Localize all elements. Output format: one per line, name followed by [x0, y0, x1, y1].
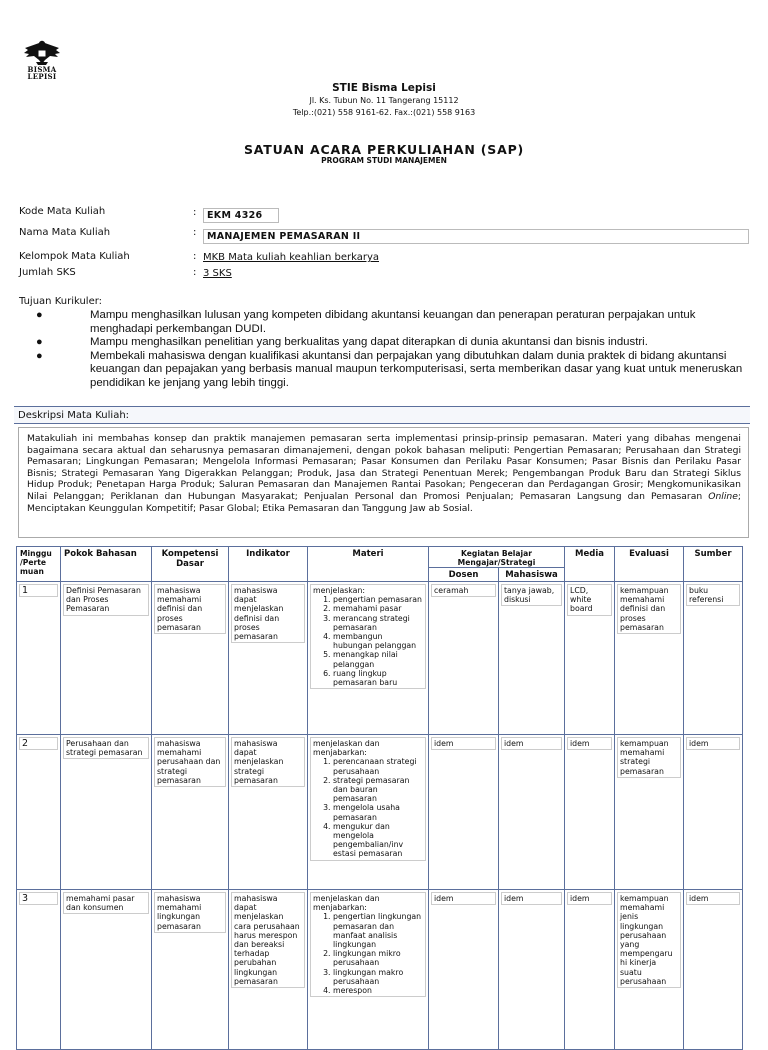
- header-sumber: Sumber: [684, 547, 743, 582]
- table-row: [17, 582, 743, 735]
- field-label-kelompok: Kelompok Mata Kuliah: [19, 251, 130, 262]
- list-item: 3. mengelola usaha pemasaran: [333, 803, 423, 821]
- list-item: 2. memahami pasar: [333, 604, 423, 613]
- field-colon: :: [193, 207, 197, 218]
- field-value-nama: MANAJEMEN PEMASARAN II: [203, 229, 749, 244]
- field-value-kode: EKM 4326: [203, 208, 279, 223]
- header-dosen: Dosen: [429, 568, 499, 582]
- table-row: [17, 735, 743, 890]
- field-label-kode: Kode Mata Kuliah: [19, 206, 106, 217]
- cell-minggu: 2: [19, 737, 58, 750]
- logo-text-line1: BISMA: [27, 65, 57, 74]
- document-subtitle: PROGRAM STUDI MANAJEMEN: [321, 156, 447, 165]
- cell-evaluasi: kemampuan memahami definisi dan proses pemasaran: [617, 584, 681, 634]
- bullet-icon: ●: [36, 349, 43, 362]
- institution-name: STIE Bisma Lepisi: [332, 82, 436, 94]
- header-pokok: Pokok Bahasan: [61, 547, 152, 582]
- materi-intro: menjelaskan dan menjabarkan:: [313, 739, 380, 758]
- garuda-emblem-icon: [22, 38, 62, 66]
- deskripsi-text-italic: Online: [708, 490, 738, 502]
- materi-list: [313, 595, 423, 687]
- tujuan-item-text: Mampu menghasilkan penelitian yang berkualitas yang dapat diterapkan di dunia akuntansi dan bisnis industri.: [90, 336, 648, 348]
- tujuan-label: Tujuan Kurikuler:: [19, 296, 103, 307]
- bullet-icon: ●: [36, 336, 43, 348]
- document-header: [0, 82, 768, 118]
- cell-minggu: 3: [19, 892, 58, 905]
- header-materi: Materi: [308, 547, 429, 582]
- header-indikator: Indikator: [229, 547, 308, 582]
- field-label-sks: Jumlah SKS: [19, 267, 76, 278]
- cell-evaluasi: kemampuan memahami strategi pemasaran: [617, 737, 681, 778]
- deskripsi-text: [27, 433, 741, 514]
- field-colon: :: [193, 227, 197, 238]
- cell-dosen: ceramah: [431, 584, 496, 597]
- list-item: 4. mengukur dan mengelola pengembalian/inv estasi pemasaran: [333, 822, 423, 859]
- cell-indikator: mahasiswa dapat menjelaskan cara perusahaan harus merespon dan bereaksi terhadap perubahan lingkungan pemasaran: [231, 892, 305, 988]
- cell-pokok: Perusahaan dan strategi pemasaran: [63, 737, 149, 759]
- field-label-nama: Nama Mata Kuliah: [19, 227, 111, 238]
- cell-sumber: buku referensi: [686, 584, 740, 606]
- logo-text-line2: LEPISI: [27, 72, 57, 81]
- cell-sumber: idem: [686, 892, 740, 905]
- institution-phone: Telp.:(021) 558 9161-62. Fax.:(021) 558 9163: [292, 108, 476, 117]
- header-evaluasi: Evaluasi: [615, 547, 684, 582]
- cell-indikator: mahasiswa dapat menjelaskan strategi pemasaran: [231, 737, 305, 787]
- cell-sumber: idem: [686, 737, 740, 750]
- deskripsi-heading: Deskripsi Mata Kuliah:: [14, 406, 750, 424]
- list-item: 4. merespon: [333, 986, 423, 995]
- field-colon: :: [193, 251, 197, 262]
- field-value-kelompok: MKB Mata kuliah keahlian berkarya: [203, 252, 379, 263]
- deskripsi-text-part: Matakuliah ini membahas konsep dan praktik manajemen pemasaran serta implementasi prinsip-prinsip pemasaran. Materi yang dibahas mengenai bagaimana secara aktual dan seharusnya pemasaran dimanajemeni, dengan pokok bahasan meliputi: Pengertian Pemasaran; Perusahaan dan Strategi Pemasaran; Lingkungan Pemasaran; Mengelola Informasi Pemasaran; Pasar Konsumen dan Perilaku Pasar Konsumen; Pasar Bisnis dan Perilaku Pasar Bisnis; Strategi Pemasaran Yang Digerakkan Pelanggan; Produk, Jasa dan Strategi Penentuan Merek; Pengembangan Produk Baru dan Strategi Siklus Hidup Produk; Penetapan Harga Produk; Saluran Pemasaran dan Manajemen Rantai Pasokan; Pengeceran dan Perdagangan Grosir; Mengkomunikasikan Nilai Pelanggan; Periklanan dan Hubungan Masyarakat; Penjualan Personal dan Promosi Penjualan; Pemasaran Langsung dan Pemasaran: [27, 433, 741, 502]
- cell-kompetensi: mahasiswa memahami definisi dan proses pemasaran: [154, 584, 226, 634]
- cell-media: idem: [567, 892, 612, 905]
- cell-mahasiswa: tanya jawab, diskusi: [501, 584, 562, 606]
- institution-address: Jl. Ks. Tubun No. 11 Tangerang 15112: [309, 96, 459, 105]
- institution-logo: [18, 38, 66, 80]
- cell-kompetensi: mahasiswa memahami lingkungan pemasaran: [154, 892, 226, 933]
- list-item: 3. lingkungan makro perusahaan: [333, 968, 423, 986]
- cell-dosen: idem: [431, 892, 496, 905]
- table-row: [17, 890, 743, 1050]
- header-kegiatan: Kegiatan Belajar Mengajar/Strategi: [429, 547, 565, 568]
- cell-pokok: Definisi Pemasaran dan Proses Pemasaran: [63, 584, 149, 616]
- list-item: 2. strategi pemasaran dan bauran pemasaran: [333, 776, 423, 804]
- tujuan-item: [36, 336, 752, 350]
- list-item: 4. membangun hubungan pelanggan: [333, 632, 423, 650]
- tujuan-item-text: Mampu menghasilkan lulusan yang kompeten dibidang akuntansi keuangan dan penerapan peraturan perpajakan untuk menghadapi perkembangan DUDI.: [90, 309, 696, 335]
- cell-minggu: 1: [19, 584, 58, 597]
- cell-kompetensi: mahasiswa memahami perusahaan dan strategi pemasaran: [154, 737, 226, 787]
- tujuan-item-text: Membekali mahasiswa dengan kualifikasi akuntansi dan perpajakan yang dibutuhkan dalam dunia praktek di bidang akuntansi keuangan dan pepajakan yang berbasis manual maupun terkomputerisasi, serta memberikan dasar yang kuat untuk meneruskan pendidikan ke jenjang yang lebih tinggi.: [90, 349, 743, 389]
- header-kompetensi: Kompetensi Dasar: [152, 547, 229, 582]
- list-item: 5. menangkap nilai pelanggan: [333, 650, 423, 668]
- cell-materi: [310, 892, 426, 997]
- list-item: 2. lingkungan mikro perusahaan: [333, 949, 423, 967]
- cell-mahasiswa: idem: [501, 892, 562, 905]
- cell-pokok: memahami pasar dan konsumen: [63, 892, 149, 914]
- cell-media: idem: [567, 737, 612, 750]
- tujuan-item: [36, 309, 752, 336]
- list-item: 1. pengertian pemasaran: [333, 595, 423, 604]
- list-item: 3. merancang strategi pemasaran: [333, 614, 423, 632]
- field-colon: :: [193, 267, 197, 278]
- list-item: 1. perencanaan strategi perusahaan: [333, 757, 423, 775]
- cell-mahasiswa: idem: [501, 737, 562, 750]
- materi-intro: menjelaskan dan menjabarkan:: [313, 894, 380, 913]
- cell-indikator: mahasiswa dapat menjelaskan definisi dan proses pemasaran: [231, 584, 305, 643]
- header-minggu: Minggu /Perte muan: [17, 547, 61, 582]
- document-title: SATUAN ACARA PERKULIAHAN (SAP): [243, 142, 525, 157]
- bullet-icon: ●: [36, 309, 43, 321]
- header-mahasiswa: Mahasiswa: [499, 568, 565, 582]
- list-item: 6. ruang lingkup pemasaran baru: [333, 669, 423, 687]
- cell-materi: [310, 737, 426, 861]
- list-item: 1. pengertian lingkungan pemasaran dan manfaat analisis lingkungan: [333, 912, 423, 949]
- cell-materi: [310, 584, 426, 689]
- header-media: Media: [565, 547, 615, 582]
- materi-list: [313, 912, 423, 995]
- tujuan-item: [36, 350, 752, 391]
- table-header-row: [17, 547, 743, 568]
- cell-dosen: idem: [431, 737, 496, 750]
- tujuan-list: [36, 309, 752, 390]
- materi-list: [313, 757, 423, 858]
- cell-evaluasi: kemampuan memahami jenis lingkungan perusahaan yang mempengaru hi kinerja suatu perusahaan: [617, 892, 681, 988]
- cell-media: LCD, white board: [567, 584, 612, 616]
- schedule-table: [16, 546, 743, 1050]
- field-value-sks: 3 SKS: [203, 268, 232, 279]
- materi-intro: menjelaskan:: [313, 586, 366, 595]
- deskripsi-text-part: ; Menciptakan Keunggulan Kompetitif; Pasar Global; Etika Pemasaran dan Tanggung Jaw ab Sosial.: [27, 490, 741, 514]
